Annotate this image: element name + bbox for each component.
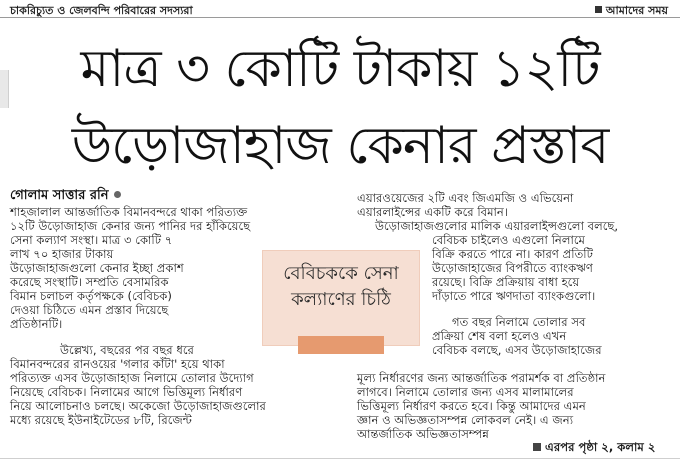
callout-line-1: বেবিচককে সেনা (283, 263, 399, 284)
body-line: উড়োজাহাজের বিপরীতে ব্যাংকঋণ (432, 261, 593, 275)
body-line: প্রতিষ্ঠানটি। (10, 317, 63, 331)
body-line: করেছে সংস্থাটি। সম্প্রতি বেসামরিক (10, 275, 169, 289)
publication-name (595, 2, 668, 21)
body-line: পরিত্যক্ত এসব উড়োজাহাজ নিলামে তোলার উদ্যোগ (10, 371, 254, 385)
bottom-rule (0, 458, 680, 459)
callout-accent-bar (298, 336, 384, 354)
continued-label: এরপর পৃষ্ঠা ২, কলাম ২ (545, 440, 656, 454)
body-line: উল্লেখ্য, বছরের পর বছর ধরে (60, 343, 194, 357)
body-line: আন্তর্জাতিক অভিজ্ঞতাসম্পন্ন (357, 427, 489, 441)
body-line: বেবিচক বলছে, এসব উড়োজাহাজের (432, 343, 602, 357)
body-line: লাখ ৭০ হাজার টাকায় (10, 247, 114, 261)
body-line: গত বছর নিলামে তোলার সব (452, 315, 586, 329)
continued-note (533, 440, 655, 454)
body-line: দাঁড়াতে পারে ঋণদাতা ব্যাংকগুলো। (432, 289, 596, 303)
body-line: বিমান চলাচল কর্তৃপক্ষকে (বেবিচক) (10, 289, 172, 303)
body-line: উড়োজাহাজগুলোর মালিক এয়ারলাইন্সগুলো বলছে, (375, 219, 619, 233)
body-line: সেনা কল্যাণ সংস্থা। মাত্র ৩ কোটি ৭ (10, 233, 173, 247)
publication-label: আমাদের সময় (605, 4, 668, 17)
headline-line-1: মাত্র ৩ কোটি টাকায় ১২টি (80, 39, 600, 99)
body-line: লাগবে। নিলামে তোলার জন্য এসব মালামালের (357, 385, 574, 399)
callout-line-2: কল্যাণের চিঠি (291, 289, 391, 310)
section-label: চাকরিচ্যুত ও জেলবন্দি পরিবারের সদস্যরা (10, 4, 193, 17)
body-line: এয়ারলাইন্সের একটি করে বিমান। (357, 205, 508, 219)
callout-box (262, 250, 420, 346)
body-line: মধ্যে রয়েছে ইউনাইটেডের ৮টি, রিজেন্ট (10, 413, 192, 427)
byline (10, 186, 121, 207)
byline-name: গোলাম সাত্তার রনি (10, 188, 109, 203)
body-line: দেওয়া চিঠিতে এমন প্রস্তাব দিয়েছে (10, 303, 169, 317)
square-bullet-icon (595, 6, 602, 13)
headline-line-2: উড়োজাহাজ কেনার প্রস্তাব (71, 116, 609, 176)
body-line: রয়েছে। বিক্রি প্রক্রিয়ায় বাধা হয়ে (432, 275, 580, 289)
body-line: বিক্রি করতে পারে না। কারণ প্রতিটি (432, 247, 593, 261)
body-line: প্রক্রিয়া শেষ বলা হলেও এখন (432, 329, 567, 343)
body-line: মূল্য নির্ধারণের জন্য আন্তর্জাতিক পরামর্শক বা প্রতিষ্ঠান (357, 371, 606, 385)
top-rule (0, 17, 680, 18)
body-line: বেবিচক চাইলেও এগুলো নিলামে (432, 233, 585, 247)
dot-icon (114, 191, 121, 198)
body-line: শাহজালাল আন্তর্জাতিক বিমানবন্দরে থাকা পরিত্যক্ত (10, 205, 248, 219)
body-line: ভিত্তিমূল্য নির্ধারণ করতে হবে। কিন্তু আমাদের এমন (357, 399, 586, 413)
body-line: নিয়েছে বেবিচক। নিলামের আগে ভিত্তিমূল্য নির্ধারণ (10, 385, 243, 399)
body-line: নিয়ে আলোচনাও চলছে। অকেজো উড়োজাহাজগুলোর (10, 399, 266, 413)
body-line: জ্ঞান ও অভিজ্ঞতাসম্পন্ন লোকবল নেই। এ জন্য (357, 413, 574, 427)
body-line: উড়োজাহাজগুলো কেনার ইচ্ছা প্রকাশ (10, 261, 184, 275)
body-line: এয়ারওয়েজের ২টি এবং জিএমজি ও এভিয়েনা (357, 191, 574, 205)
body-line: ১২টি উড়োজাহাজ কেনার জন্য পানির দর হাঁকিয়েছে (10, 219, 251, 233)
square-bullet-icon (533, 443, 541, 451)
body-line: বিমানবন্দরের রানওয়ের 'গলার কাঁটা' হয়ে থাকা (10, 357, 225, 371)
